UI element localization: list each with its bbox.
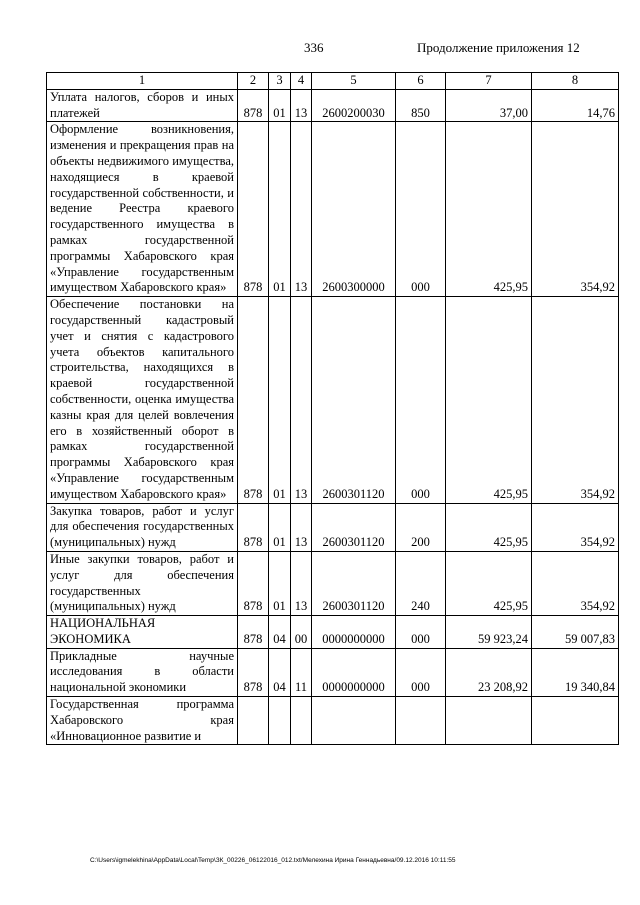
ministry-code-cell: 878 (238, 648, 269, 696)
row-name-cell: Закупка товаров, работ и услуг для обеспечения государственных (муниципальных) нужд (47, 503, 238, 551)
target-item-cell: 2600301120 (312, 551, 396, 615)
column-header: 8 (532, 73, 619, 90)
subsection-code-cell: 13 (291, 122, 312, 297)
ministry-code-cell: 878 (238, 551, 269, 615)
row-name-cell: НАЦИОНАЛЬНАЯ ЭКОНОМИКА (47, 616, 238, 649)
subsection-code-cell: 00 (291, 616, 312, 649)
amount-col7-cell: 425,95 (446, 122, 532, 297)
ministry-code-cell: 878 (238, 297, 269, 503)
section-code-cell: 04 (269, 616, 291, 649)
section-code-cell: 01 (269, 89, 291, 122)
target-item-cell: 2600301120 (312, 503, 396, 551)
section-code-cell: 01 (269, 551, 291, 615)
row-name-cell: Обеспечение постановки на государственный кадастровый учет и снятия с кадастрового учета объектов капитального строительства, находящихся в краевой государственной собственности, оценка имущества казны края для целей вовлечения его в хозяйственный оборот в рамках государственной программы Хабаровского края «Управление государственным имуществом Хабаровского края» (47, 297, 238, 503)
column-header: 3 (269, 73, 291, 90)
amount-col8-cell: 354,92 (532, 297, 619, 503)
row-name-cell: Государственная программа Хабаровского края «Инновационное развитие и (47, 697, 238, 745)
row-name-cell: Оформление возникновения, изменения и прекращения прав на объекты недвижимого имущества, находящиеся в краевой государственной собственности, и ведение Реестра краевого государственного имущества в рамках государственной программы Хабаровского края «Управление государственным имуществом Хабаровского края» (47, 122, 238, 297)
expense-type-cell: 240 (396, 551, 446, 615)
section-code-cell: 01 (269, 297, 291, 503)
table-row (47, 122, 619, 297)
row-name-cell: Иные закупки товаров, работ и услуг для обеспечения государственных (муниципальных) нужд (47, 551, 238, 615)
amount-col7-cell: 425,95 (446, 503, 532, 551)
target-item-cell: 2600200030 (312, 89, 396, 122)
expense-type-cell: 000 (396, 122, 446, 297)
column-header: 1 (47, 73, 238, 90)
table-row (47, 503, 619, 551)
column-header: 7 (446, 73, 532, 90)
expense-type-cell (396, 697, 446, 745)
amount-col7-cell (446, 697, 532, 745)
file-path-footer: C:\Users\igmelekhina\AppData\Local\Temp\ЗК_00226_06122016_012.txt/Мелехина Ирина Геннадьевна/09.12.2016 10:11:55 (90, 857, 456, 864)
amount-col8-cell: 354,92 (532, 122, 619, 297)
expense-type-cell: 850 (396, 89, 446, 122)
amount-col7-cell: 23 208,92 (446, 648, 532, 696)
table-header-row (47, 73, 619, 90)
ministry-code-cell: 878 (238, 89, 269, 122)
expense-type-cell: 200 (396, 503, 446, 551)
ministry-code-cell: 878 (238, 503, 269, 551)
target-item-cell: 0000000000 (312, 616, 396, 649)
amount-col8-cell (532, 697, 619, 745)
amount-col8-cell: 59 007,83 (532, 616, 619, 649)
target-item-cell: 2600301120 (312, 297, 396, 503)
amount-col8-cell: 354,92 (532, 503, 619, 551)
section-code-cell (269, 697, 291, 745)
subsection-code-cell: 13 (291, 503, 312, 551)
row-name-cell: Прикладные научные исследования в области национальной экономики (47, 648, 238, 696)
amount-col7-cell: 59 923,24 (446, 616, 532, 649)
ministry-code-cell: 878 (238, 122, 269, 297)
section-code-cell: 01 (269, 122, 291, 297)
amount-col7-cell: 425,95 (446, 297, 532, 503)
target-item-cell (312, 697, 396, 745)
table-row (47, 551, 619, 615)
table-row (47, 297, 619, 503)
target-item-cell: 0000000000 (312, 648, 396, 696)
target-item-cell: 2600300000 (312, 122, 396, 297)
expense-type-cell: 000 (396, 648, 446, 696)
budget-table (46, 72, 619, 745)
amount-col8-cell: 14,76 (532, 89, 619, 122)
subsection-code-cell: 13 (291, 297, 312, 503)
subsection-code-cell (291, 697, 312, 745)
expense-type-cell: 000 (396, 297, 446, 503)
amount-col8-cell: 354,92 (532, 551, 619, 615)
page-number: 336 (304, 40, 324, 55)
table-row (47, 616, 619, 649)
table-row (47, 697, 619, 745)
subsection-code-cell: 11 (291, 648, 312, 696)
subsection-code-cell: 13 (291, 551, 312, 615)
amount-col7-cell: 425,95 (446, 551, 532, 615)
column-header: 2 (238, 73, 269, 90)
table-row (47, 89, 619, 122)
section-code-cell: 04 (269, 648, 291, 696)
table-row (47, 648, 619, 696)
ministry-code-cell: 878 (238, 616, 269, 649)
column-header: 6 (396, 73, 446, 90)
column-header: 5 (312, 73, 396, 90)
expense-type-cell: 000 (396, 616, 446, 649)
row-name-cell: Уплата налогов, сборов и иных платежей (47, 89, 238, 122)
amount-col8-cell: 19 340,84 (532, 648, 619, 696)
column-header: 4 (291, 73, 312, 90)
ministry-code-cell (238, 697, 269, 745)
section-code-cell: 01 (269, 503, 291, 551)
amount-col7-cell: 37,00 (446, 89, 532, 122)
appendix-label: Продолжение приложения 12 (417, 40, 580, 55)
subsection-code-cell: 13 (291, 89, 312, 122)
